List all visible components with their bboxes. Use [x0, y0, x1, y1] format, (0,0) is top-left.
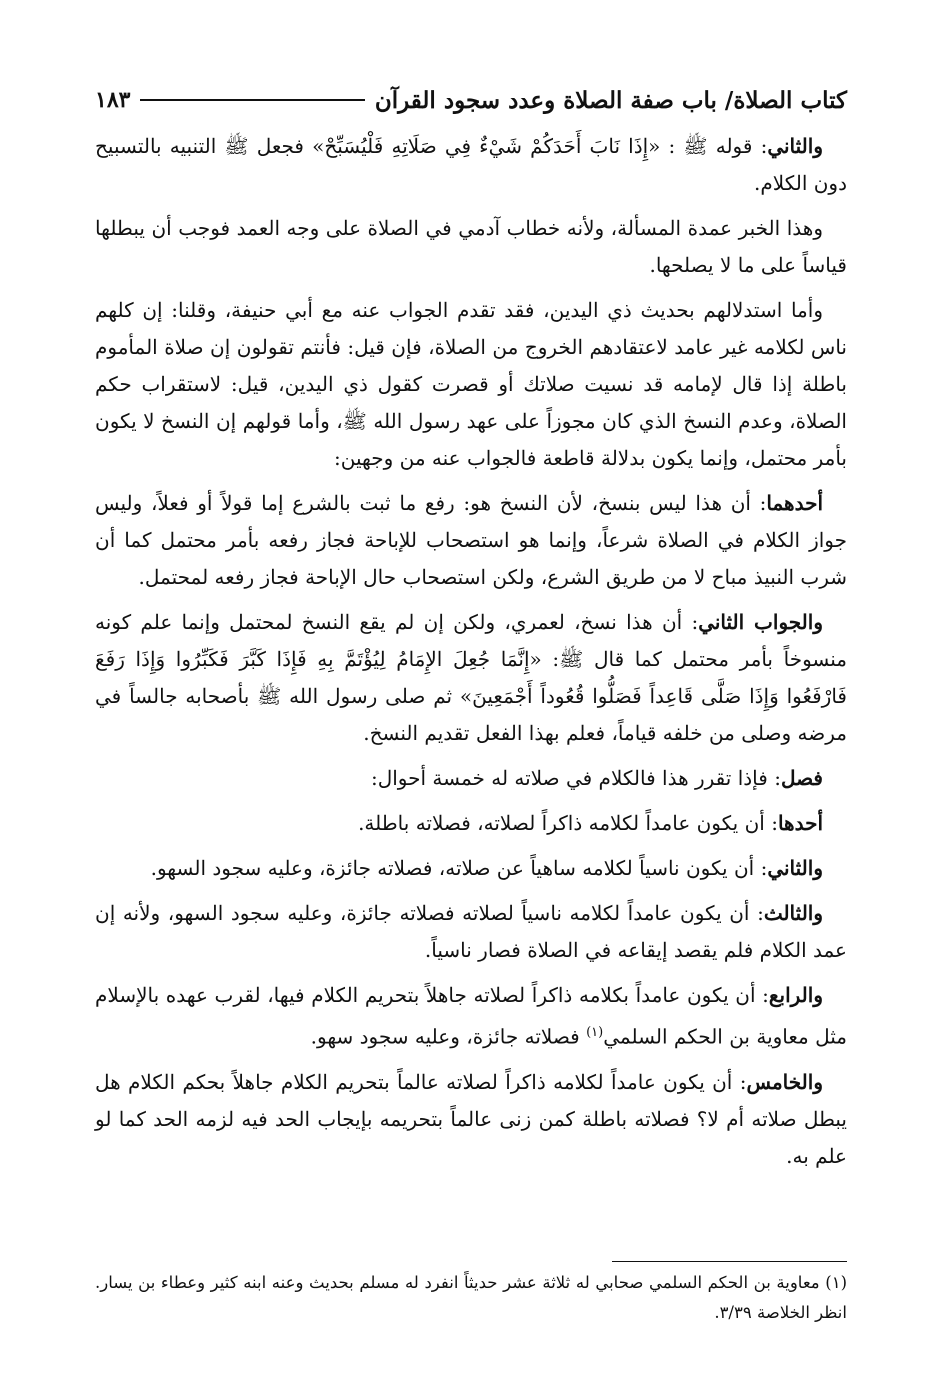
- footnote: [95, 1268, 847, 1328]
- paragraph-text: : أن يكون عامداً بكلامه ذاكراً لصلاته جاهلاً بتحريم الكلام فيها، لقرب عهده بالإسلام مثل معاوية بن الحكم السلمي: [95, 983, 847, 1049]
- paragraph-lead: والرابع: [768, 983, 823, 1007]
- paragraph-4: [95, 485, 847, 596]
- header-rule: [140, 99, 364, 101]
- paragraph-lead: والخامس: [746, 1069, 823, 1094]
- paragraph-text: : أن يكون عامداً لكلامه ذاكراً لصلاته عالماً بتحريم الكلام جاهلاً بحكم الكلام هل يبطل صلاته أم لا؟ فصلاته باطلة كمن زنى عالماً بتحريمه بإيجاب الحد فيه لزمه الحد كما لو علم به.: [95, 1069, 847, 1168]
- paragraph-text: : أن هذا نسخ، لعمري، ولكن إن لم يقع النسخ لمحتمل وإنما علم كونه منسوخاً بأمر محتمل كما قال ﷺ: «إِنَّمَا جُعِلَ الإِمَامُ لِيُؤْتَمَّ بِهِ فَإِذَا كَبَّرَ فَكَبِّرُوا وَإِذَا رَفَعَ فَارْفَعُوا وَإِذَا صَلَّى قَاعِداً فَصَلُّوا قُعُوداً أَجْمَعِينَ» ثم صلى رسول الله ﷺ بأصحابه جالساً في مرضه وصلى من خلفه قياماً، فعلم بهذا الفعل تقديم النسخ.: [95, 610, 847, 745]
- header-title: كتاب الصلاة/ باب صفة الصلاة وعدد سجود القرآن: [374, 86, 847, 114]
- paragraph-lead: فصل: [780, 766, 823, 790]
- footnote-reference[interactable]: (١): [586, 1025, 604, 1040]
- footnote-separator: [612, 1261, 847, 1262]
- paragraph-text: فصلاته جائزة، وعليه سجود سهو.: [310, 1024, 587, 1049]
- paragraph-lead: والجواب الثاني: [698, 610, 823, 634]
- book-page: [95, 78, 847, 1358]
- paragraph-2: [95, 210, 847, 284]
- paragraph-text: : أن يكون ناسياً لكلامه ساهياً عن صلاته، فصلاته جائزة، وعليه سجود السهو.: [150, 856, 768, 880]
- paragraph-lead: أحدهما: [766, 491, 823, 515]
- paragraph-text: : فإذا تقرر هذا فالكلام في صلاته له خمسة أحوال:: [370, 766, 781, 790]
- paragraph-9: [95, 895, 847, 969]
- paragraph-10: [95, 977, 847, 1056]
- paragraph-text: وهذا الخبر عمدة المسألة، ولأنه خطاب آدمي في الصلاة على وجه العمد فوجب أن يبطلها قياساً على ما لا يصلحها.: [95, 216, 847, 277]
- paragraph-text: وأما استدلالهم بحديث ذي اليدين، فقد تقدم الجواب عنه مع أبي حنيفة، وقلنا: إن كلهم ناس لكلامه غير عامد لاعتقادهم الخروج من الصلاة، فإن قيل: فأنتم تقولون إن صلاة المأموم باطلة إذا قال لإمامه قد نسيت صلاتك أو قصرت كقول ذي اليدين، قيل: لاستقراب حكم الصلاة، وعدم النسخ الذي كان مجوزاً على عهد رسول الله ﷺ، وأما قولهم إن النسخ لا يكون بأمر محتمل، وإنما يكون بدلالة قاطعة فالجواب عنه من وجهين:: [95, 298, 847, 470]
- body-text: [95, 128, 847, 1175]
- paragraph-3: [95, 292, 847, 477]
- paragraph-text: : أن هذا ليس بنسخ، لأن النسخ هو: رفع ما ثبت بالشرع إما قولاً أو فعلاً، وليس جواز الكلام في الصلاة شرعاً، وإنما هو استصحاب للإباحة فجاز رفعه بأمر محتمل كما أن شرب النبيذ مباح لا من طريق الشرع، ولكن استصحاب حال الإباحة فجاز رفعه لمحتمل.: [95, 491, 847, 589]
- paragraph-8: [95, 850, 847, 887]
- paragraph-text: : أن يكون عامداً لكلامه ناسياً لصلاته فصلاته جائزة، وعليه سجود السهو، ولأنه إن عمد الكلام فلم يقصد إيقاعه في الصلاة فصار ناسياً.: [95, 901, 847, 962]
- paragraph-1: [95, 128, 847, 202]
- paragraph-11: [95, 1064, 847, 1175]
- paragraph-6: [95, 760, 847, 797]
- page-number: ١٨٣: [95, 87, 131, 113]
- paragraph-5: [95, 604, 847, 752]
- paragraph-7: [95, 805, 847, 842]
- paragraph-lead: أحدها: [777, 811, 823, 835]
- footnote-text: معاوية بن الحكم السلمي صحابي له ثلاثة عشر حديثاً انفرد له مسلم بحديث وعنه ابنه كثير وعطاء بن يسار. انظر الخلاصة ٣/٣٩.: [95, 1273, 847, 1322]
- paragraph-text: : أن يكون عامداً لكلامه ذاكراً لصلاته، فصلاته باطلة.: [358, 811, 778, 835]
- footnote-number: (١): [825, 1273, 847, 1292]
- paragraph-lead: والثالث: [763, 901, 823, 925]
- paragraph-lead: والثاني: [767, 856, 823, 880]
- running-header: [95, 78, 847, 122]
- paragraph-text: : قوله ﷺ : «إِذَا نَابَ أَحَدَكُمْ شَيْءٌ فِي صَلَاتِهِ فَلْيُسَبِّحْ» فجعل ﷺ التنبيه بالتسبيح دون الكلام.: [95, 134, 847, 195]
- paragraph-lead: والثاني: [767, 134, 823, 158]
